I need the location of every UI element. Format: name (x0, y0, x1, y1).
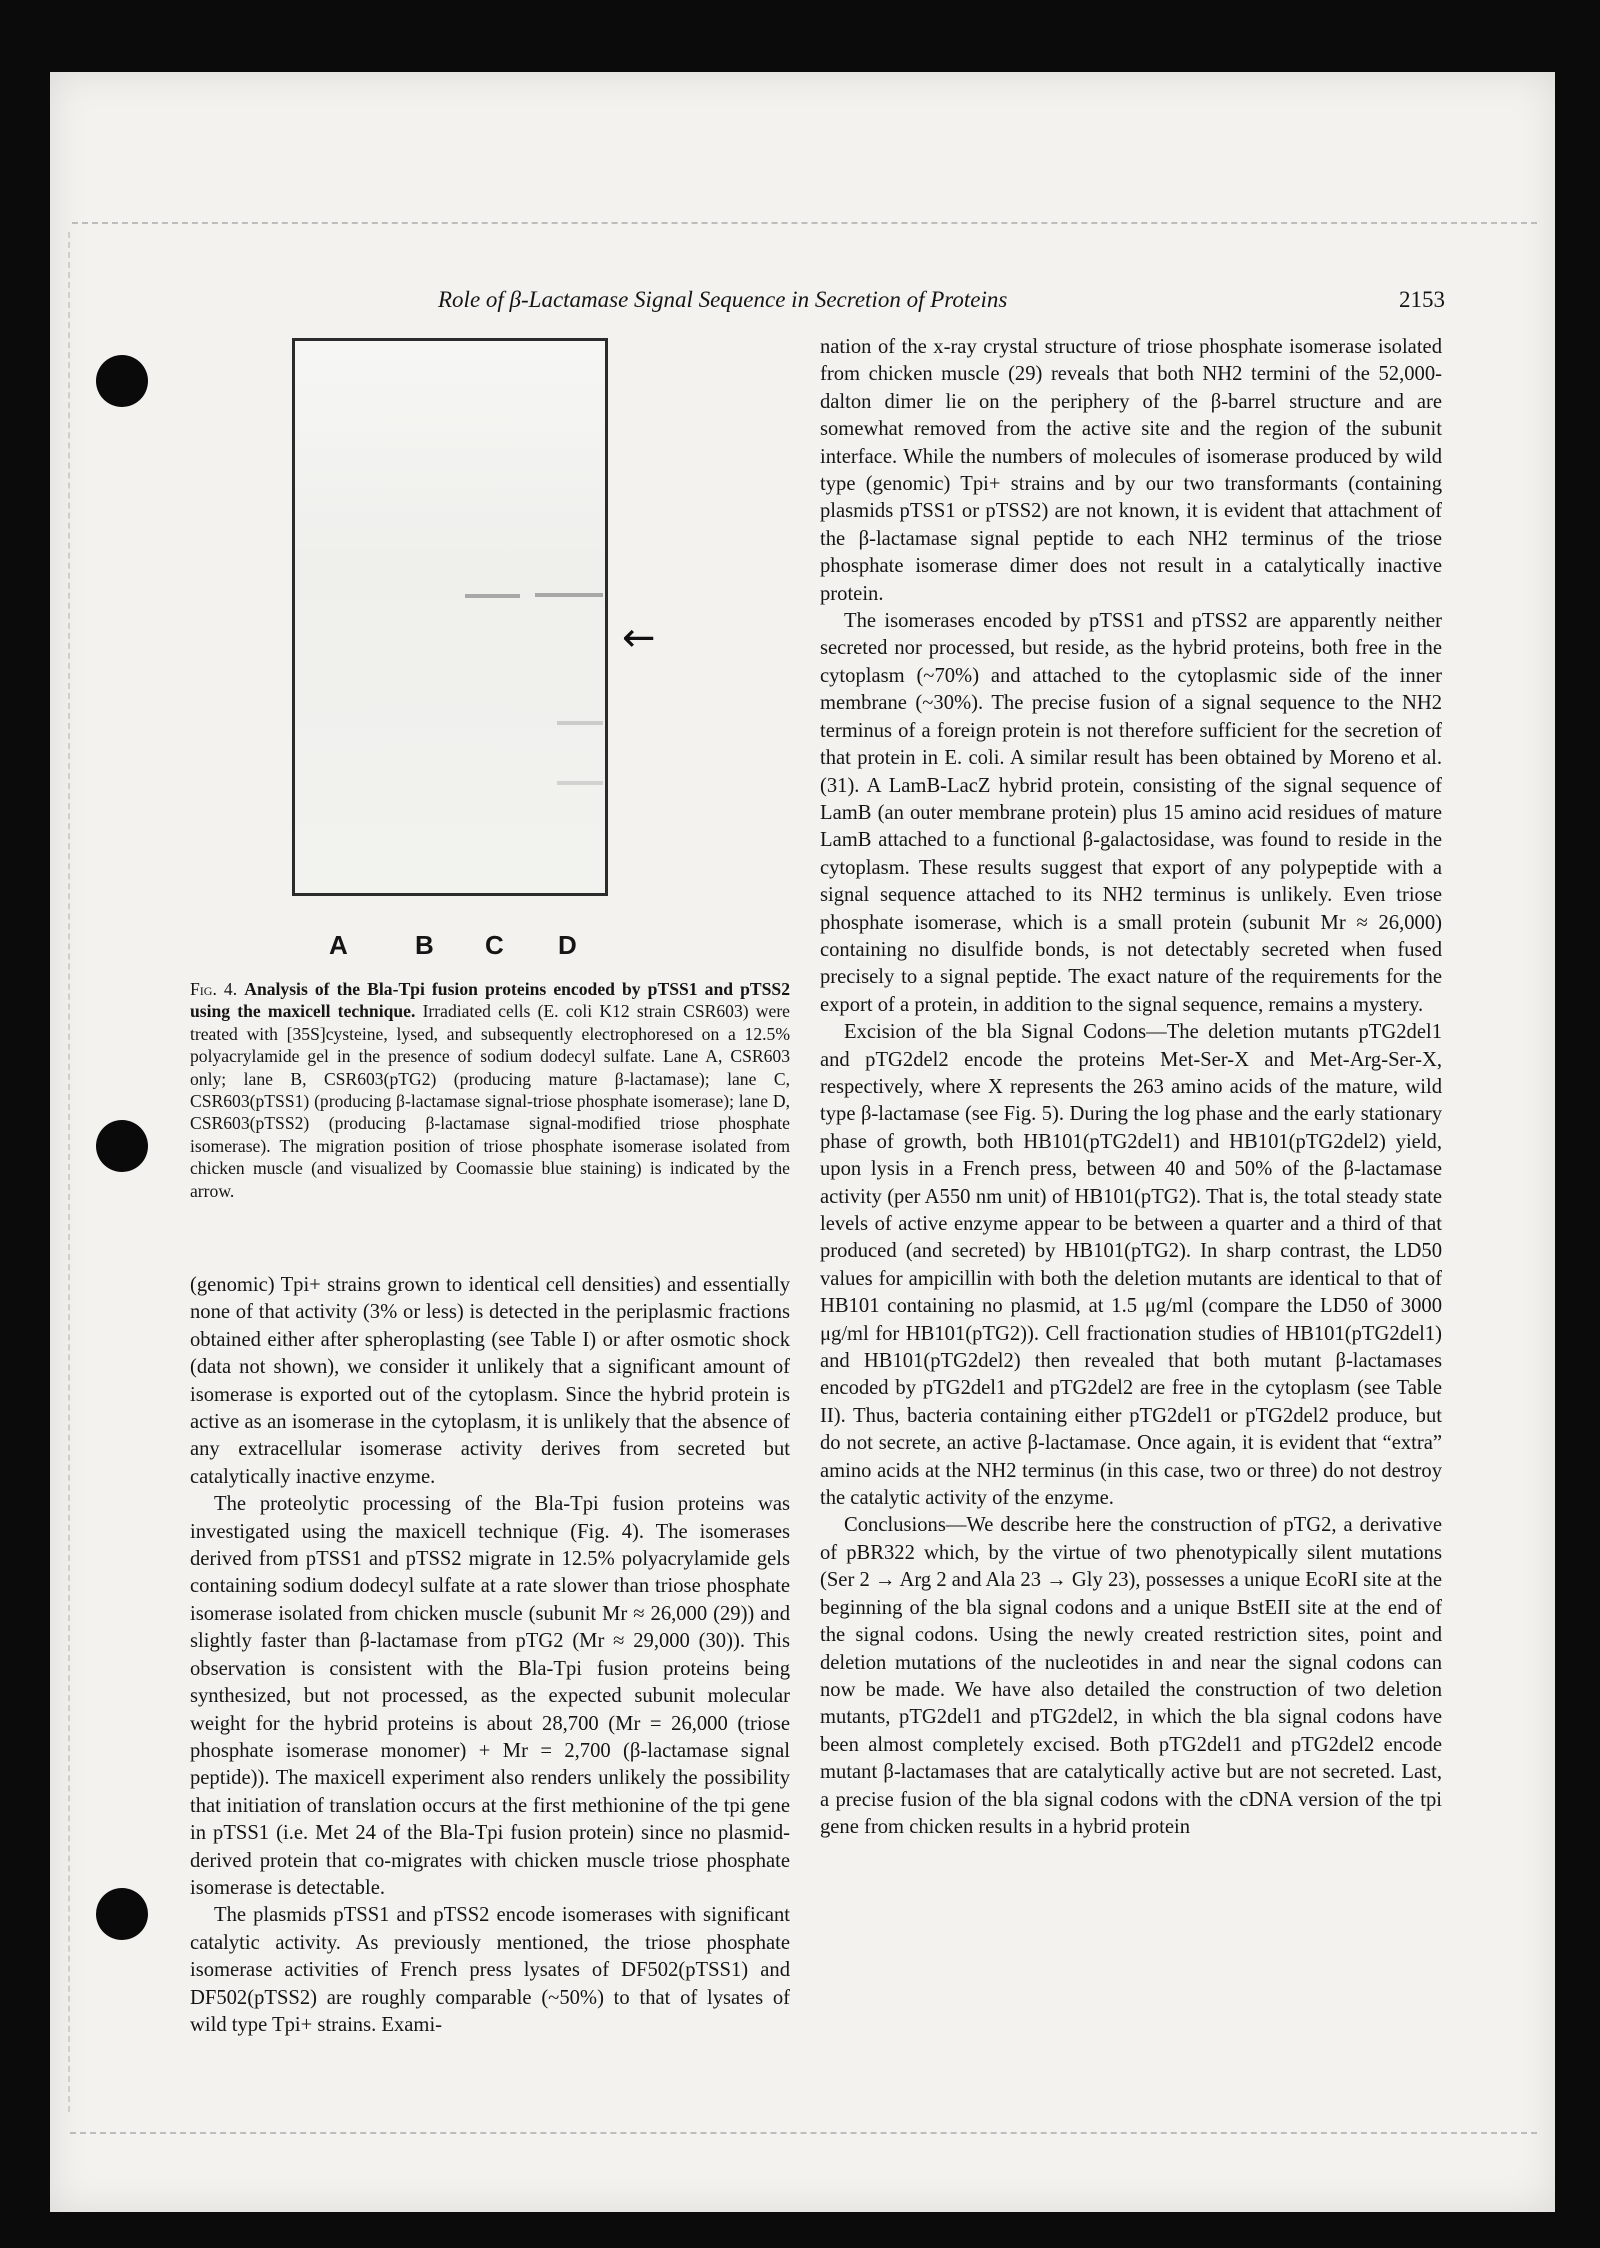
paragraph: The isomerases encoded by pTSS1 and pTSS2 are apparently neither secreted nor processed, but reside, as the hybrid proteins, both free in the cytoplasm (~70%) and attached to the cytoplasmic side of the inner membrane (~30%). The precise fusion of a signal sequence to the NH2 terminus of a foreign protein is not therefore sufficient for the secretion of that protein in E. coli. A similar result has been obtained by Moreno et al. (31). A LamB-LacZ hybrid protein, consisting of the signal sequence of LamB (an outer membrane protein) plus 15 amino acid residues of mature LamB attached to a functional β-galactosidase, was found to reside in the cytoplasm. These results suggest that export of any polypeptide with a signal sequence attached to its NH2 terminus is unlikely. Even triose phosphate isomerase, which is a small protein (subunit Mr ≈ 26,000) containing no disulfide bonds, is not detectably secreted when fused precisely to a signal peptide. The exact nature of the requirements for the export of a protein, in addition to the signal sequence, remains a mystery. (820, 610, 1442, 1016)
paragraph: Conclusions—We describe here the construction of pTG2, a derivative of pBR322 which, by the virtue of two phenotypically silent mutations (Ser 2 → Arg 2 and Ala 23 → Gly 23), possesses a unique EcoRI site at the beginning of the bla signal codons and a unique BstEII site at the end of the signal codons. Using the newly created restriction sites, point and deletion mutations of the nucleotides in and near the signal codons can now be made. We have also detailed the construction of two deletion mutants, pTG2del1 and pTG2del2, in which the bla signal codons have been almost completely excised. Both pTG2del1 and pTG2del2 encode mutant β-lactamases that are catalytically active but are not secreted. Last, a precise fusion of the bla signal codons with the cDNA version of the tpi gene from chicken results in a hybrid protein (820, 1514, 1442, 1838)
lane-label-c: C (485, 930, 504, 960)
gel-band-lane-d (535, 593, 603, 597)
paragraph: (genomic) Tpi+ strains grown to identical cell densities) and essentially none of that activity (3% or less) is detected in the periplasmic fractions obtained either after spheroplasting (see Table I) or after osmotic shock (data not shown), we consider it unlikely that a significant amount of isomerase is exported out of the cytoplasm. Since the hybrid protein is active as an isomerase in the cytoplasm, it is unlikely that the absence of any extracellular isomerase activity derives from secreted but catalytically inactive enzyme. (190, 1274, 790, 1488)
left-column (190, 1272, 790, 2039)
figure-caption-title: Analysis of the Bla-Tpi fusion proteins encoded by pTSS1 and pTSS2 using the maxicell technique. (190, 979, 790, 1022)
migration-arrow-icon: ← (622, 615, 656, 661)
gel-band-lane-d-faint (557, 781, 603, 785)
right-column (820, 334, 1442, 1841)
gel-band-lane-c (465, 594, 520, 598)
paragraph: Excision of the bla Signal Codons—The deletion mutants pTG2del1 and pTG2del2 encode the proteins Met-Ser-X and Met-Arg-Ser-X, respectively, where X represents the 263 amino acids of the mature, wild type β-lactamase (see Fig. 5). During the log phase and the early stationary phase of growth, both HB101(pTG2del1) and HB101(pTG2del2) yield, upon lysis in a French press, between 40 and 50% of the β-lactamase activity (per A550 nm unit) of HB101(pTG2). That is, the total steady state levels of active enzyme appear to be between a quarter and a third of that produced (and secreted) by HB101(pTG2). In sharp contrast, the LD50 values for ampicillin with both the deletion mutants are identical to that of HB101 containing no plasmid, at 1.5 μg/ml (compare the LD50 of 3000 μg/ml for HB101(pTG2)). Cell fractionation studies of HB101(pTG2del1) and HB101(pTG2del2) then revealed that both mutant β-lactamases encoded by pTG2del1 and pTG2del2 are free in the cytoplasm (see Table II). Thus, bacteria containing either pTG2del1 or pTG2del2 produce, but do not secrete, an active β-lactamase. Once again, it is evident that “extra” amino acids at the NH2 terminus (in this case, two or three) do not destroy the catalytic activity of the enzyme. (820, 1021, 1442, 1510)
figure-caption-body: Irradiated cells (E. coli K12 strain CSR603) were treated with [35S]cysteine, lysed, and subsequently electrophoresed on a 12.5% polyacrylamide gel in the presence of sodium dodecyl sulfate. Lane A, CSR603 only; lane B, CSR603(pTG2) (producing mature β-lactamase); lane C, CSR603(pTSS1) (producing β-lactamase signal-triose phosphate isomerase); lane D, CSR603(pTSS2) (producing β-lactamase signal-modified triose phosphate isomerase). The migration position of triose phosphate isomerase isolated from chicken muscle (and visualized by Coomassie blue staining) is indicated by the arrow. (190, 1001, 790, 1201)
punch-hole-bottom (96, 1888, 148, 1940)
paragraph: The plasmids pTSS1 and pTSS2 encode isomerases with significant catalytic activity. As previously mentioned, the triose phosphate isomerase activities of French press lysates of DF502(pTSS1) and DF502(pTSS2) are roughly comparable (~50%) to that of lysates of wild type Tpi+ strains. Exami- (190, 1904, 790, 2036)
scan-border-bottom (70, 2132, 1537, 2134)
lane-label-a: A (329, 930, 348, 960)
figure-label: Fig. 4. (190, 979, 238, 999)
running-head-title: Role of β-Lactamase Signal Sequence in Secretion of Proteins (438, 287, 1008, 312)
lane-label-d: D (558, 930, 577, 960)
paragraph: The proteolytic processing of the Bla-Tpi fusion proteins was investigated using the maxicell technique (Fig. 4). The isomerases derived from pTSS1 and pTSS2 migrate in 12.5% polyacrylamide gels containing sodium dodecyl sulfate at a rate slower than triose phosphate isomerase isolated from chicken muscle (subunit Mr ≈ 26,000 (29)) and slightly faster than β-lactamase from pTG2 (Mr ≈ 29,000 (30)). This observation is consistent with the Bla-Tpi fusion proteins being synthesized, but not processed, as the expected subunit molecular weight for the hybrid proteins is about 28,700 (Mr = 26,000 (triose phosphate isomerase monomer) + Mr = 2,700 (β-lactamase signal peptide)). The maxicell experiment also renders unlikely the possibility that initiation of translation occurs at the first methionine of the tpi gene in pTSS1 (i.e. Met 24 of the Bla-Tpi fusion protein) since no plasmid-derived protein that co-migrates with chicken muscle triose phosphate isomerase is detectable. (190, 1493, 790, 1899)
punch-hole-top (96, 355, 148, 407)
gel-band-lane-d-lower (557, 721, 603, 725)
paragraph: nation of the x-ray crystal structure of triose phosphate isomerase isolated from chicken muscle (29) reveals that both NH2 termini of the 52,000-dalton dimer lie on the periphery of the β-barrel structure and are somewhat removed from the active site and the region of the subunit interface. While the numbers of molecules of isomerase produced by wild type (genomic) Tpi+ strains and by our two transformants (containing plasmids pTSS1 or pTSS2) are not known, it is evident that attachment of the β-lactamase signal peptide to each NH2 terminus of the triose phosphate isomerase dimer does not result in a catalytically inactive protein. (820, 336, 1442, 605)
lane-label-b: B (415, 930, 434, 960)
figure-caption (190, 978, 790, 1202)
page-number: 2153 (1399, 287, 1445, 312)
scan-border-left (68, 232, 70, 2112)
gel-image (292, 338, 608, 896)
scan-border-top (72, 222, 1537, 224)
punch-hole-middle (96, 1120, 148, 1172)
